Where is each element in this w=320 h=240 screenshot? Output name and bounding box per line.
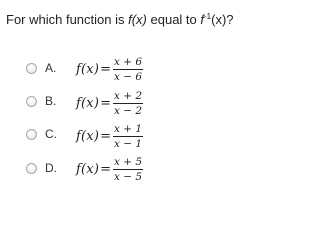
fraction-denominator: x − 6 [114, 70, 143, 83]
question-middle: equal to [146, 12, 201, 27]
fraction [113, 90, 143, 117]
equals-sign: = [100, 95, 111, 111]
option-letter: C. [45, 127, 57, 141]
formula-lhs: f(x) [76, 128, 100, 144]
formula-lhs: f(x) [76, 61, 100, 77]
question-f: f [200, 12, 205, 27]
equals-sign: = [100, 61, 111, 77]
answer-option-a[interactable] [26, 52, 226, 86]
fraction-numerator: x + 6 [114, 55, 143, 68]
formula-lhs: f(x) [76, 161, 100, 177]
equals-sign: = [100, 161, 111, 177]
fraction-bar [113, 169, 143, 170]
answer-option-d[interactable] [26, 152, 226, 186]
fraction [113, 156, 143, 183]
option-letter: B. [45, 94, 57, 108]
radio-button-d[interactable] [26, 163, 37, 174]
fraction-denominator: x − 1 [114, 137, 143, 150]
question-inverse-superscript: -1 [204, 12, 212, 21]
option-formula [76, 86, 143, 120]
radio-button-b[interactable] [26, 96, 37, 107]
radio-button-c[interactable] [26, 129, 37, 140]
fraction [113, 123, 143, 150]
fraction-numerator: x + 5 [114, 155, 143, 168]
radio-button-a[interactable] [26, 63, 37, 74]
fraction-bar [113, 136, 143, 137]
option-formula [76, 119, 143, 153]
fraction [113, 56, 143, 83]
fraction-denominator: x − 2 [114, 104, 143, 117]
option-formula [76, 52, 143, 86]
fraction-numerator: x + 2 [114, 89, 143, 102]
option-formula [76, 152, 143, 186]
answer-option-b[interactable] [26, 86, 226, 120]
question-prefix: For which function is [6, 12, 129, 27]
formula-lhs: f(x) [76, 95, 100, 111]
equals-sign: = [100, 128, 111, 144]
fraction-denominator: x − 5 [114, 170, 143, 183]
fraction-bar [113, 69, 143, 70]
fraction-numerator: x + 1 [114, 122, 143, 135]
question-fx: f(x) [128, 12, 147, 27]
question-suffix: (x)? [211, 12, 234, 27]
answer-option-c[interactable] [26, 119, 226, 153]
option-letter: A. [45, 61, 57, 75]
fraction-bar [113, 103, 143, 104]
question-text [6, 12, 234, 27]
option-letter: D. [45, 161, 57, 175]
